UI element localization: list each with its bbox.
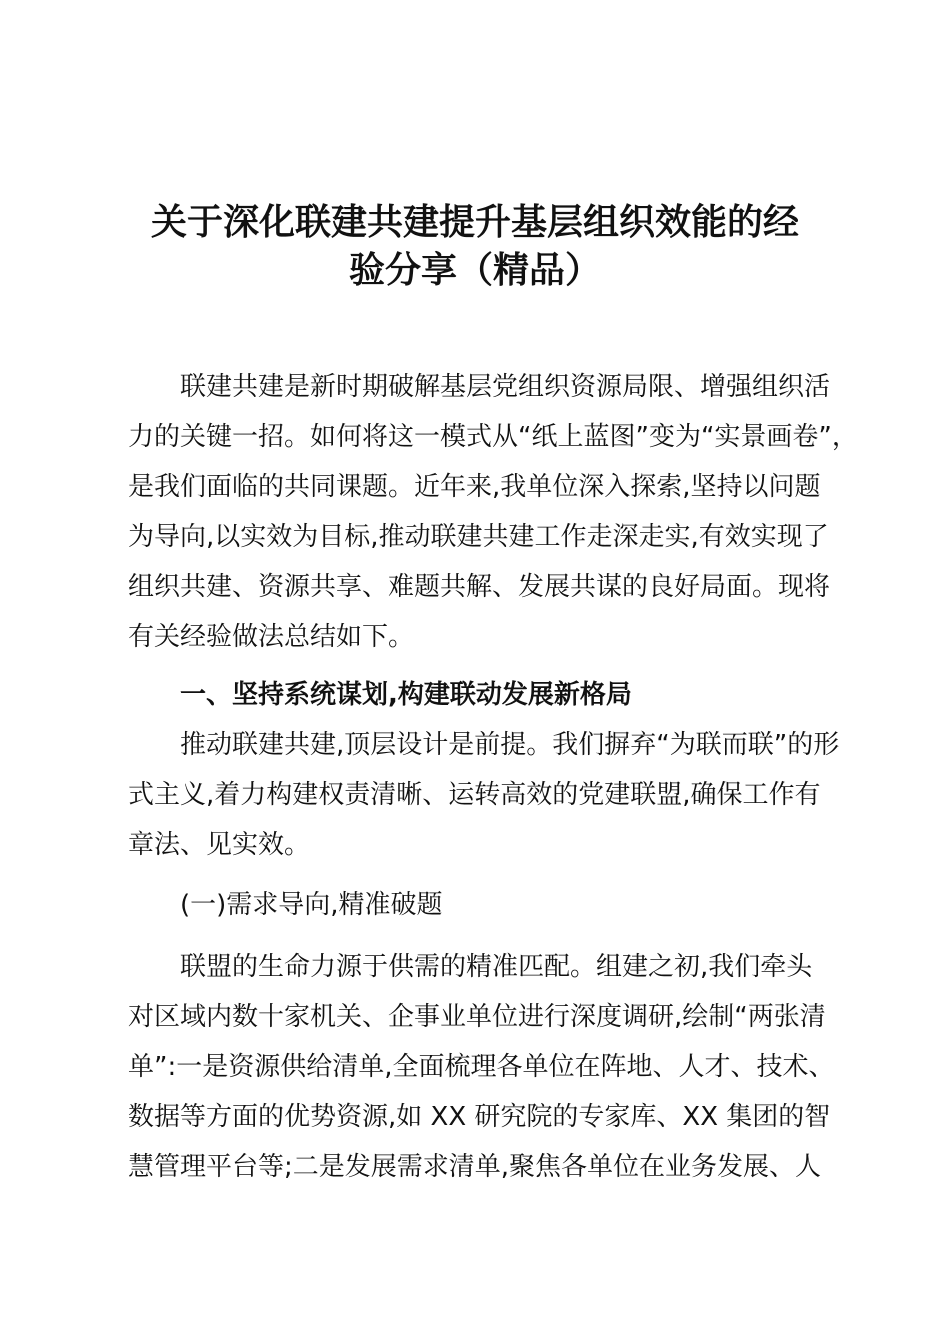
- text-line: 联盟的生命力源于供需的精准匹配。组建之初,我们牵头: [180, 952, 813, 982]
- document-title: [0, 198, 950, 294]
- text-line: 力的关键一招。如何将这一模式从“纸上蓝图”变为“实景画卷”，: [128, 422, 858, 452]
- text-line: 联建共建是新时期破解基层党组织资源局限、增强组织活: [180, 372, 831, 402]
- section-heading: [128, 670, 828, 720]
- heading-1: 一、坚持系统谋划,构建联动发展新格局: [180, 680, 632, 710]
- text-line: 为导向,以实效为目标,推动联建共建工作走深走实,有效实现了: [128, 522, 829, 552]
- subheading-1: (一)需求导向,精准破题: [180, 890, 443, 920]
- text-line: 对区域内数十家机关、企事业单位进行深度调研,绘制“两张清: [128, 1002, 826, 1032]
- text-line: 推动联建共建,顶层设计是前提。我们摒弃“为联而联”的形: [180, 730, 840, 760]
- text-line: 组织共建、资源共享、难题共解、发展共谋的良好局面。现将: [128, 572, 831, 602]
- text-line: 数据等方面的优势资源,如 XX 研究院的专家库、XX 集团的智: [128, 1102, 831, 1132]
- text-line: 有关经验做法总结如下。: [128, 622, 415, 652]
- title-line: 验分享（精品）: [348, 249, 601, 291]
- text-line: 单”:一是资源供给清单,全面梳理各单位在阵地、人才、技术、: [128, 1052, 835, 1082]
- text-line: 是我们面临的共同课题。近年来,我单位深入探索,坚持以问题: [128, 472, 821, 502]
- title-line: 关于深化联建共建提升基层组织效能的经: [150, 201, 799, 243]
- subsection-heading: [128, 880, 828, 930]
- text-line: 慧管理平台等;二是发展需求清单,聚焦各单位在业务发展、人: [128, 1152, 822, 1182]
- intro-paragraph: [128, 362, 858, 662]
- paragraph-3: [128, 942, 835, 1192]
- text-line: 式主义,着力构建权责清晰、运转高效的党建联盟,确保工作有: [128, 780, 821, 810]
- text-line: 章法、见实效。: [128, 830, 311, 860]
- paragraph-2: [128, 720, 840, 870]
